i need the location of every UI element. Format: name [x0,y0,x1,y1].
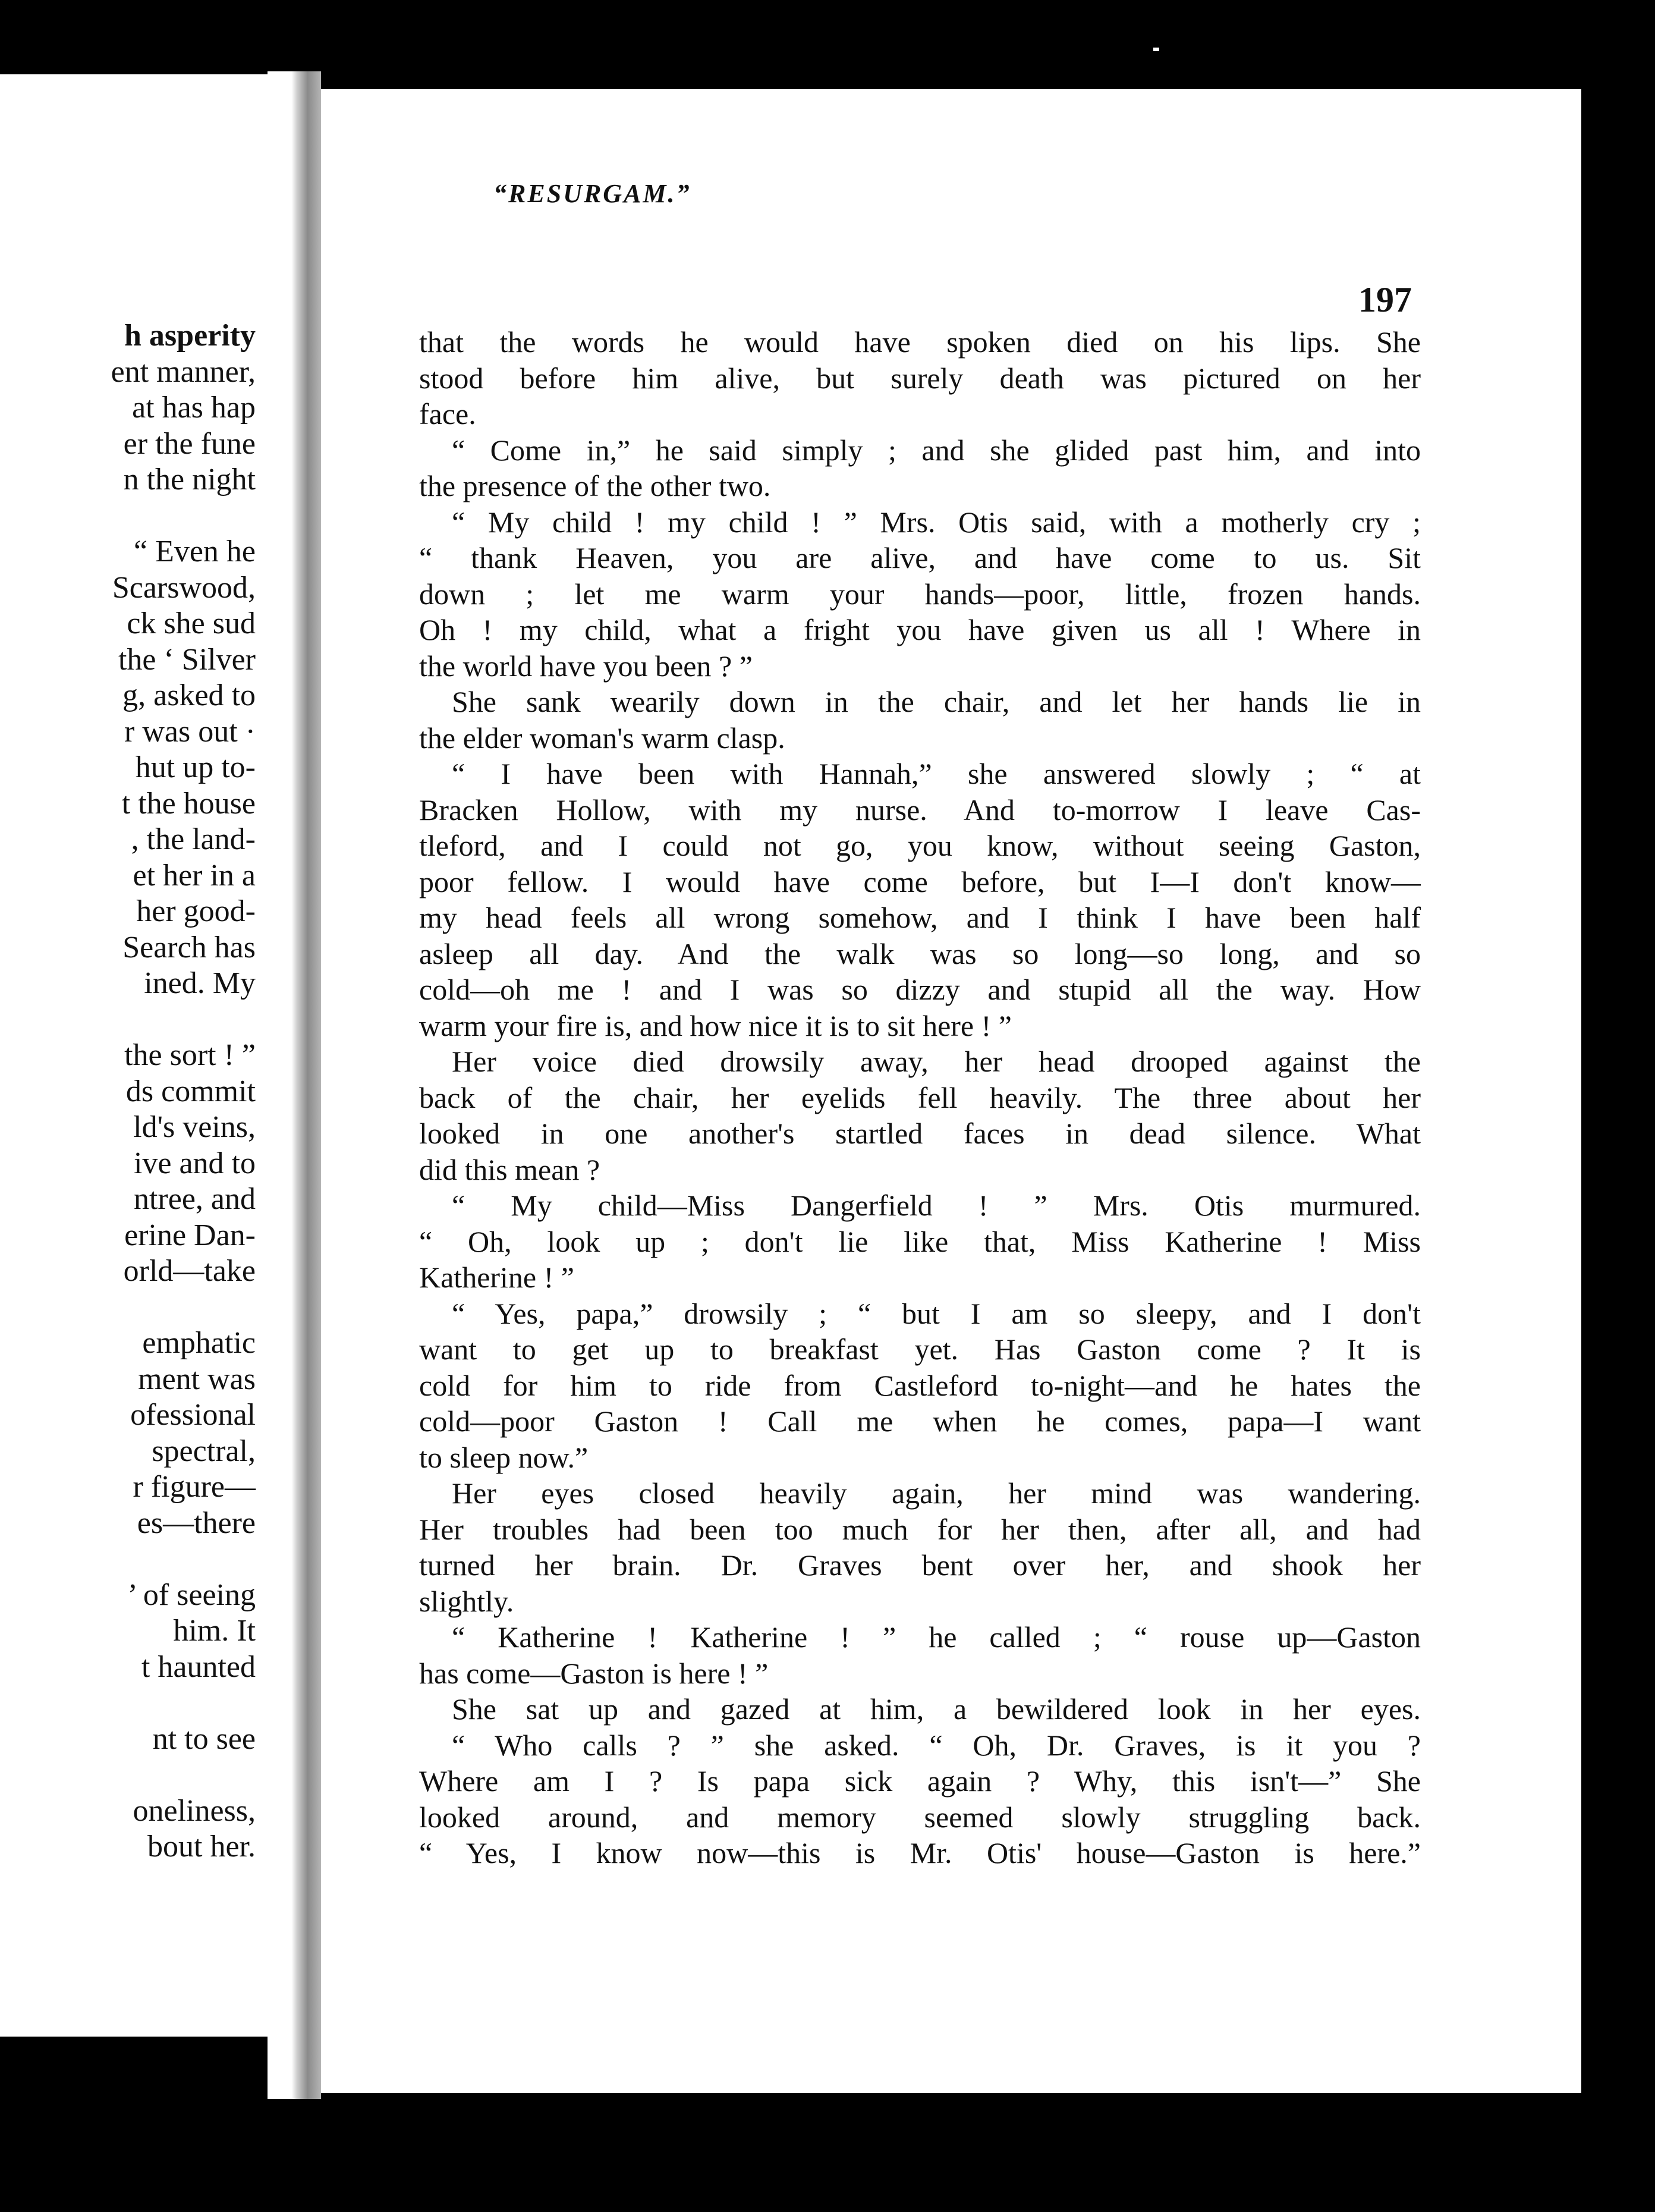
left-page-line: n the night [123,463,256,497]
text-line: looked in one another's startled faces in dead silence. What [419,1117,1421,1150]
text-line: stood before him alive, but surely death was pictured on her [419,361,1421,395]
text-line: warm your fire is, and how nice it is to sit here ! ” [419,1008,1012,1042]
text-line: “ Come in,” he said simply ; and she glided past him, and into [452,433,1421,467]
text-line: Bracken Hollow, with my nurse. And to-morrow I leave Cas- [419,793,1421,827]
text-line: turned her brain. Dr. Graves bent over her, and shook her [419,1548,1421,1582]
left-page-line: t haunted [141,1649,256,1684]
body-text [419,324,1421,1871]
left-page-line: bout her. [147,1830,256,1864]
text-line: cold—oh me ! and I was so dizzy and stupid all the way. How [419,973,1421,1006]
text-line: slightly. [419,1584,514,1618]
text-line: “ My child ! my child ! ” Mrs. Otis said, with a motherly cry ; [452,505,1421,539]
left-page-line: at has hap [132,391,256,425]
left-page-line: orld—take [123,1254,256,1288]
left-page-line: Scarswood, [112,570,256,605]
scan-speck [1153,48,1159,51]
text-line: tleford, and I could not go, you know, without seeing Gaston, [419,829,1421,862]
text-line: Her voice died drowsily away, her head drooped against the [452,1045,1421,1078]
left-page-line: r figure— [133,1470,256,1504]
text-line: the world have you been ? ” [419,649,753,683]
text-line: Her troubles had been too much for her then, after all, and had [419,1512,1421,1546]
left-page-line: ive and to [133,1146,256,1180]
text-line: did this mean ? [419,1152,600,1186]
left-page-line: ofessional [130,1398,256,1432]
left-page-line: Search has [122,930,256,964]
left-page-line: et her in a [133,858,256,893]
left-page-line: , the land- [131,822,256,856]
left-page-line: ds commit [125,1074,256,1108]
left-page-line: g, asked to [122,678,256,712]
left-page-line: t the house [121,786,256,821]
text-line: She sank wearily down in the chair, and let her hands lie in [452,685,1421,718]
left-page-line: erine Dan- [124,1218,256,1252]
text-line: my head feels all wrong somehow, and I think I have been half [419,901,1421,934]
left-page-line: her good- [136,894,256,928]
left-page-line: ined. My [144,966,256,1000]
left-page-line: ck she sud [127,607,256,640]
text-line: She sat up and gazed at him, a bewildered look in her eyes. [452,1692,1421,1726]
left-page-line: oneliness, [133,1793,256,1828]
text-line: “ Yes, I know now—this is Mr. Otis' house—Gaston is here.” [419,1836,1421,1869]
left-page-line: ’ of seeing [127,1578,256,1612]
left-page-line: the ‘ Silver [118,642,256,677]
left-page-line: r was out · [124,714,256,749]
text-line: want to get up to breakfast yet. Has Gaston come ? It is [419,1333,1421,1366]
text-line: “ I have been with Hannah,” she answered slowly ; “ at [452,757,1421,790]
left-page-line: him. It [173,1614,256,1648]
text-line: has come—Gaston is here ! ” [419,1656,769,1690]
text-line: “ My child—Miss Dangerfield ! ” Mrs. Otis murmured. [452,1189,1421,1222]
left-page-line: “ Even he [133,535,256,568]
page-number: 197 [1358,280,1412,319]
text-line: cold for him to ride from Castleford to-night—and he hates the [419,1368,1421,1402]
text-line: Oh ! my child, what a fright you have given us all ! Where in [419,613,1421,646]
text-line: “ Yes, papa,” drowsily ; “ but I am so sleepy, and I don't [452,1296,1421,1330]
left-page-line: spectral, [152,1434,256,1468]
text-line: Where am I ? Is papa sick again ? Why, this isn't—” She [419,1764,1421,1798]
text-line: down ; let me warm your hands—poor, little, frozen hands. [419,577,1421,611]
left-page-line: ld's veins, [133,1110,256,1144]
text-line: that the words he would have spoken died on his lips. She [419,325,1421,359]
left-page-line: h asperity [124,319,256,353]
text-line: the elder woman's warm clasp. [419,721,785,755]
text-line: cold—poor Gaston ! Call me when he comes, papa—I want [419,1405,1421,1438]
text-line: back of the chair, her eyelids fell heavily. The three about her [419,1080,1421,1114]
left-page-line: emphatic [142,1326,256,1360]
text-line: to sleep now.” [419,1440,589,1474]
left-page-line: ntree, and [133,1182,256,1216]
text-line: looked around, and memory seemed slowly struggling back. [419,1800,1421,1834]
text-line: Her eyes closed heavily again, her mind was wandering. [452,1476,1421,1510]
text-line: Katherine ! ” [419,1261,574,1294]
left-page-line: nt to see [152,1721,256,1756]
left-page-line: the sort ! ” [124,1038,256,1072]
text-line: asleep all day. And the walk was so long—so long, and so [419,937,1421,970]
text-line: “ Oh, look up ; don't lie like that, Miss Katherine ! Miss [419,1224,1421,1258]
text-line: “ thank Heaven, you are alive, and have come to us. Sit [419,541,1421,574]
text-line: face. [419,397,476,431]
running-head: “RESURGAM.” [493,179,691,208]
left-page-line: ent manner, [111,354,256,389]
left-page-line: hut up to- [135,750,256,784]
left-page-line: es—there [137,1506,256,1540]
left-page-line: ment was [138,1362,256,1396]
left-page-line: er the fune [123,426,256,461]
left-page-fragment [0,74,268,2037]
text-line: poor fellow. I would have come before, but I—I don't know— [419,865,1421,898]
text-line: the presence of the other two. [419,469,771,502]
text-line: “ Who calls ? ” she asked. “ Oh, Dr. Graves, is it you ? [452,1728,1421,1762]
text-line: “ Katherine ! Katherine ! ” he called ; “ rouse up—Gaston [452,1620,1421,1654]
book-gutter [268,71,321,2099]
